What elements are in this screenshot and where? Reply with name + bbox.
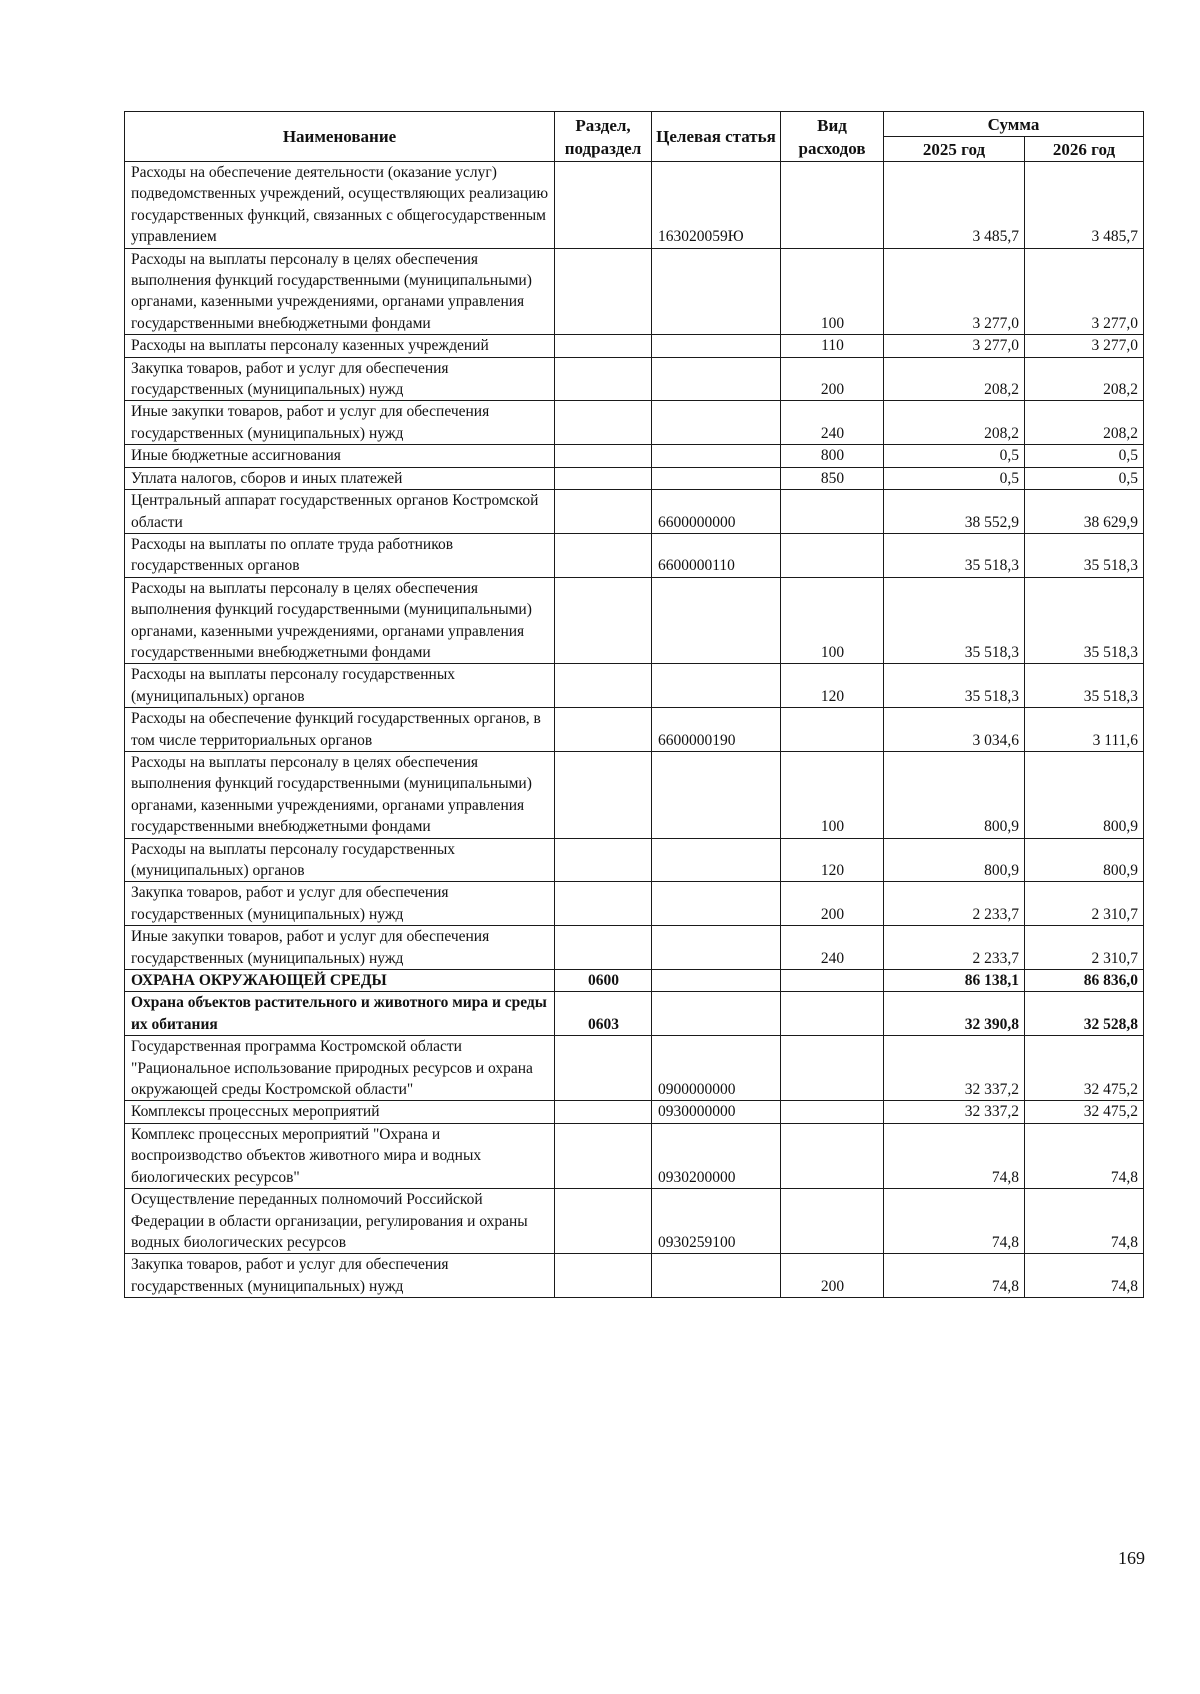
row-name-cell: Государственная программа Костромской области "Рациональное использование природных ресурсов и охрана окружающей среды Костромской области" [125,1036,555,1101]
table-row [125,1189,1144,1254]
row-section-cell: 0603 [555,992,652,1036]
row-name-cell: Иные закупки товаров, работ и услуг для обеспечения государственных (муниципальных) нужд [125,926,555,970]
row-target-cell [652,838,781,882]
table-body [125,162,1144,1298]
table-row [125,751,1144,838]
row-name-cell: Расходы на выплаты персоналу в целях обеспечения выполнения функций государственными (муниципальными) органами, казенными учреждениями, органами управления государственными внебюджетными фондами [125,751,555,838]
row-section-cell [555,248,652,335]
table-row [125,664,1144,708]
row-name-cell: Расходы на выплаты персоналу в целях обеспечения выполнения функций государственными (муниципальными) органами, казенными учреждениями, органами управления государственными внебюджетными фондами [125,248,555,335]
row-sum-2026-cell: 74,8 [1025,1189,1144,1254]
row-sum-2026-cell: 3 277,0 [1025,335,1144,357]
row-name-cell: Расходы на выплаты персоналу в целях обеспечения выполнения функций государственными (муниципальными) органами, казенными учреждениями, органами управления государственными внебюджетными фондами [125,577,555,664]
row-kind-cell [781,162,884,249]
row-kind-cell: 200 [781,1254,884,1298]
row-target-cell: 163020059Ю [652,162,781,249]
row-sum-2026-cell: 208,2 [1025,357,1144,401]
row-sum-2025-cell: 2 233,7 [884,926,1025,970]
row-sum-2026-cell: 3 111,6 [1025,708,1144,752]
row-target-cell [652,357,781,401]
row-kind-cell: 800 [781,445,884,467]
header-sum: Сумма [884,112,1144,137]
row-kind-cell: 240 [781,401,884,445]
row-sum-2025-cell: 35 518,3 [884,577,1025,664]
row-sum-2026-cell: 74,8 [1025,1123,1144,1188]
row-sum-2025-cell: 74,8 [884,1189,1025,1254]
row-sum-2025-cell: 3 485,7 [884,162,1025,249]
table-row [125,335,1144,357]
row-sum-2025-cell: 208,2 [884,401,1025,445]
table-row [125,357,1144,401]
row-name-cell: Расходы на выплаты персоналу государственных (муниципальных) органов [125,664,555,708]
row-target-cell: 0930200000 [652,1123,781,1188]
row-sum-2025-cell: 38 552,9 [884,490,1025,534]
row-name-cell: Закупка товаров, работ и услуг для обеспечения государственных (муниципальных) нужд [125,357,555,401]
row-sum-2026-cell: 800,9 [1025,751,1144,838]
table-row [125,401,1144,445]
table-row [125,162,1144,249]
row-name-cell: Расходы на обеспечение деятельности (оказание услуг) подведомственных учреждений, осуществляющих реализацию государственных функций, связанных с общегосударственным управлением [125,162,555,249]
row-sum-2026-cell: 35 518,3 [1025,533,1144,577]
row-name-cell: Закупка товаров, работ и услуг для обеспечения государственных (муниципальных) нужд [125,882,555,926]
row-sum-2026-cell: 32 528,8 [1025,992,1144,1036]
row-kind-cell: 100 [781,577,884,664]
row-kind-cell: 120 [781,664,884,708]
row-kind-cell [781,708,884,752]
row-name-cell: Закупка товаров, работ и услуг для обеспечения государственных (муниципальных) нужд [125,1254,555,1298]
row-name-cell: Охрана объектов растительного и животного мира и среды их обитания [125,992,555,1036]
row-target-cell [652,445,781,467]
row-section-cell [555,445,652,467]
header-kind: Вид расходов [781,112,884,162]
row-name-cell: Осуществление переданных полномочий Российской Федерации в области организации, регулирования и охраны водных биологических ресурсов [125,1189,555,1254]
row-sum-2026-cell: 0,5 [1025,445,1144,467]
row-sum-2025-cell: 3 277,0 [884,248,1025,335]
row-section-cell [555,1101,652,1123]
row-target-cell [652,248,781,335]
row-section-cell [555,1123,652,1188]
row-target-cell [652,992,781,1036]
row-target-cell: 0930259100 [652,1189,781,1254]
table-row [125,1101,1144,1123]
row-section-cell [555,1254,652,1298]
row-name-cell: Расходы на выплаты персоналу государственных (муниципальных) органов [125,838,555,882]
row-sum-2026-cell: 2 310,7 [1025,882,1144,926]
row-target-cell [652,577,781,664]
row-sum-2025-cell: 32 337,2 [884,1101,1025,1123]
header-target: Целевая статья [652,112,781,162]
row-kind-cell [781,1189,884,1254]
row-target-cell [652,335,781,357]
row-sum-2025-cell: 35 518,3 [884,664,1025,708]
table-row [125,577,1144,664]
table-row [125,708,1144,752]
header-section: Раздел, подраздел [555,112,652,162]
row-sum-2025-cell: 74,8 [884,1254,1025,1298]
row-kind-cell [781,992,884,1036]
table-row [125,248,1144,335]
row-kind-cell: 100 [781,751,884,838]
row-target-cell [652,882,781,926]
row-section-cell [555,357,652,401]
row-section-cell: 0600 [555,970,652,992]
row-sum-2025-cell: 74,8 [884,1123,1025,1188]
row-sum-2025-cell: 2 233,7 [884,882,1025,926]
row-sum-2025-cell: 35 518,3 [884,533,1025,577]
table-row [125,445,1144,467]
row-name-cell: Расходы на выплаты по оплате труда работников государственных органов [125,533,555,577]
row-target-cell: 0900000000 [652,1036,781,1101]
page-number: 169 [1118,1548,1145,1568]
row-name-cell: Иные закупки товаров, работ и услуг для обеспечения государственных (муниципальных) нужд [125,401,555,445]
row-target-cell: 6600000000 [652,490,781,534]
row-kind-cell [781,1123,884,1188]
row-target-cell [652,970,781,992]
row-section-cell [555,926,652,970]
table-row [125,1036,1144,1101]
row-target-cell: 6600000110 [652,533,781,577]
row-kind-cell: 200 [781,357,884,401]
row-section-cell [555,401,652,445]
row-sum-2026-cell: 35 518,3 [1025,577,1144,664]
row-kind-cell [781,970,884,992]
table-row [125,882,1144,926]
row-section-cell [555,335,652,357]
row-sum-2026-cell: 800,9 [1025,838,1144,882]
row-sum-2026-cell: 32 475,2 [1025,1036,1144,1101]
row-sum-2025-cell: 32 390,8 [884,992,1025,1036]
row-sum-2026-cell: 38 629,9 [1025,490,1144,534]
row-sum-2026-cell: 3 277,0 [1025,248,1144,335]
row-kind-cell [781,490,884,534]
row-section-cell [555,708,652,752]
table-row [125,1123,1144,1188]
row-sum-2025-cell: 0,5 [884,445,1025,467]
table-row [125,467,1144,489]
budget-table [124,111,1144,1298]
row-section-cell [555,1036,652,1101]
row-name-cell: ОХРАНА ОКРУЖАЮЩЕЙ СРЕДЫ [125,970,555,992]
row-name-cell: Центральный аппарат государственных органов Костромской области [125,490,555,534]
row-section-cell [555,533,652,577]
row-kind-cell: 110 [781,335,884,357]
row-section-cell [555,882,652,926]
row-kind-cell: 850 [781,467,884,489]
row-name-cell: Комплексы процессных мероприятий [125,1101,555,1123]
row-kind-cell: 240 [781,926,884,970]
row-kind-cell [781,1101,884,1123]
table-row [125,533,1144,577]
row-name-cell: Комплекс процессных мероприятий "Охрана и воспроизводство объектов животного мира и водных биологических ресурсов" [125,1123,555,1188]
row-sum-2026-cell: 2 310,7 [1025,926,1144,970]
row-section-cell [555,577,652,664]
row-section-cell [555,162,652,249]
table-row [125,1254,1144,1298]
row-sum-2026-cell: 74,8 [1025,1254,1144,1298]
row-sum-2026-cell: 208,2 [1025,401,1144,445]
row-sum-2025-cell: 0,5 [884,467,1025,489]
row-kind-cell: 200 [781,882,884,926]
row-section-cell [555,467,652,489]
row-sum-2025-cell: 3 277,0 [884,335,1025,357]
row-target-cell [652,401,781,445]
table-row [125,992,1144,1036]
row-name-cell: Уплата налогов, сборов и иных платежей [125,467,555,489]
row-target-cell [652,664,781,708]
row-target-cell: 0930000000 [652,1101,781,1123]
row-target-cell [652,1254,781,1298]
row-target-cell [652,751,781,838]
table-header [125,112,1144,162]
row-kind-cell [781,533,884,577]
table-row [125,490,1144,534]
row-name-cell: Иные бюджетные ассигнования [125,445,555,467]
row-sum-2026-cell: 35 518,3 [1025,664,1144,708]
row-sum-2026-cell: 0,5 [1025,467,1144,489]
row-section-cell [555,838,652,882]
row-section-cell [555,1189,652,1254]
row-sum-2025-cell: 208,2 [884,357,1025,401]
row-name-cell: Расходы на выплаты персоналу казенных учреждений [125,335,555,357]
row-section-cell [555,751,652,838]
row-section-cell [555,490,652,534]
row-kind-cell: 100 [781,248,884,335]
row-target-cell [652,467,781,489]
table-row [125,926,1144,970]
table-row [125,838,1144,882]
header-2025: 2025 год [884,137,1025,162]
row-name-cell: Расходы на обеспечение функций государственных органов, в том числе территориальных органов [125,708,555,752]
row-section-cell [555,664,652,708]
row-sum-2025-cell: 800,9 [884,838,1025,882]
row-sum-2025-cell: 86 138,1 [884,970,1025,992]
row-sum-2025-cell: 800,9 [884,751,1025,838]
row-sum-2026-cell: 32 475,2 [1025,1101,1144,1123]
row-sum-2026-cell: 3 485,7 [1025,162,1144,249]
row-target-cell [652,926,781,970]
row-target-cell: 6600000190 [652,708,781,752]
row-kind-cell [781,1036,884,1101]
row-kind-cell: 120 [781,838,884,882]
row-sum-2026-cell: 86 836,0 [1025,970,1144,992]
row-sum-2025-cell: 3 034,6 [884,708,1025,752]
header-2026: 2026 год [1025,137,1144,162]
table-row [125,970,1144,992]
row-sum-2025-cell: 32 337,2 [884,1036,1025,1101]
header-name: Наименование [125,112,555,162]
